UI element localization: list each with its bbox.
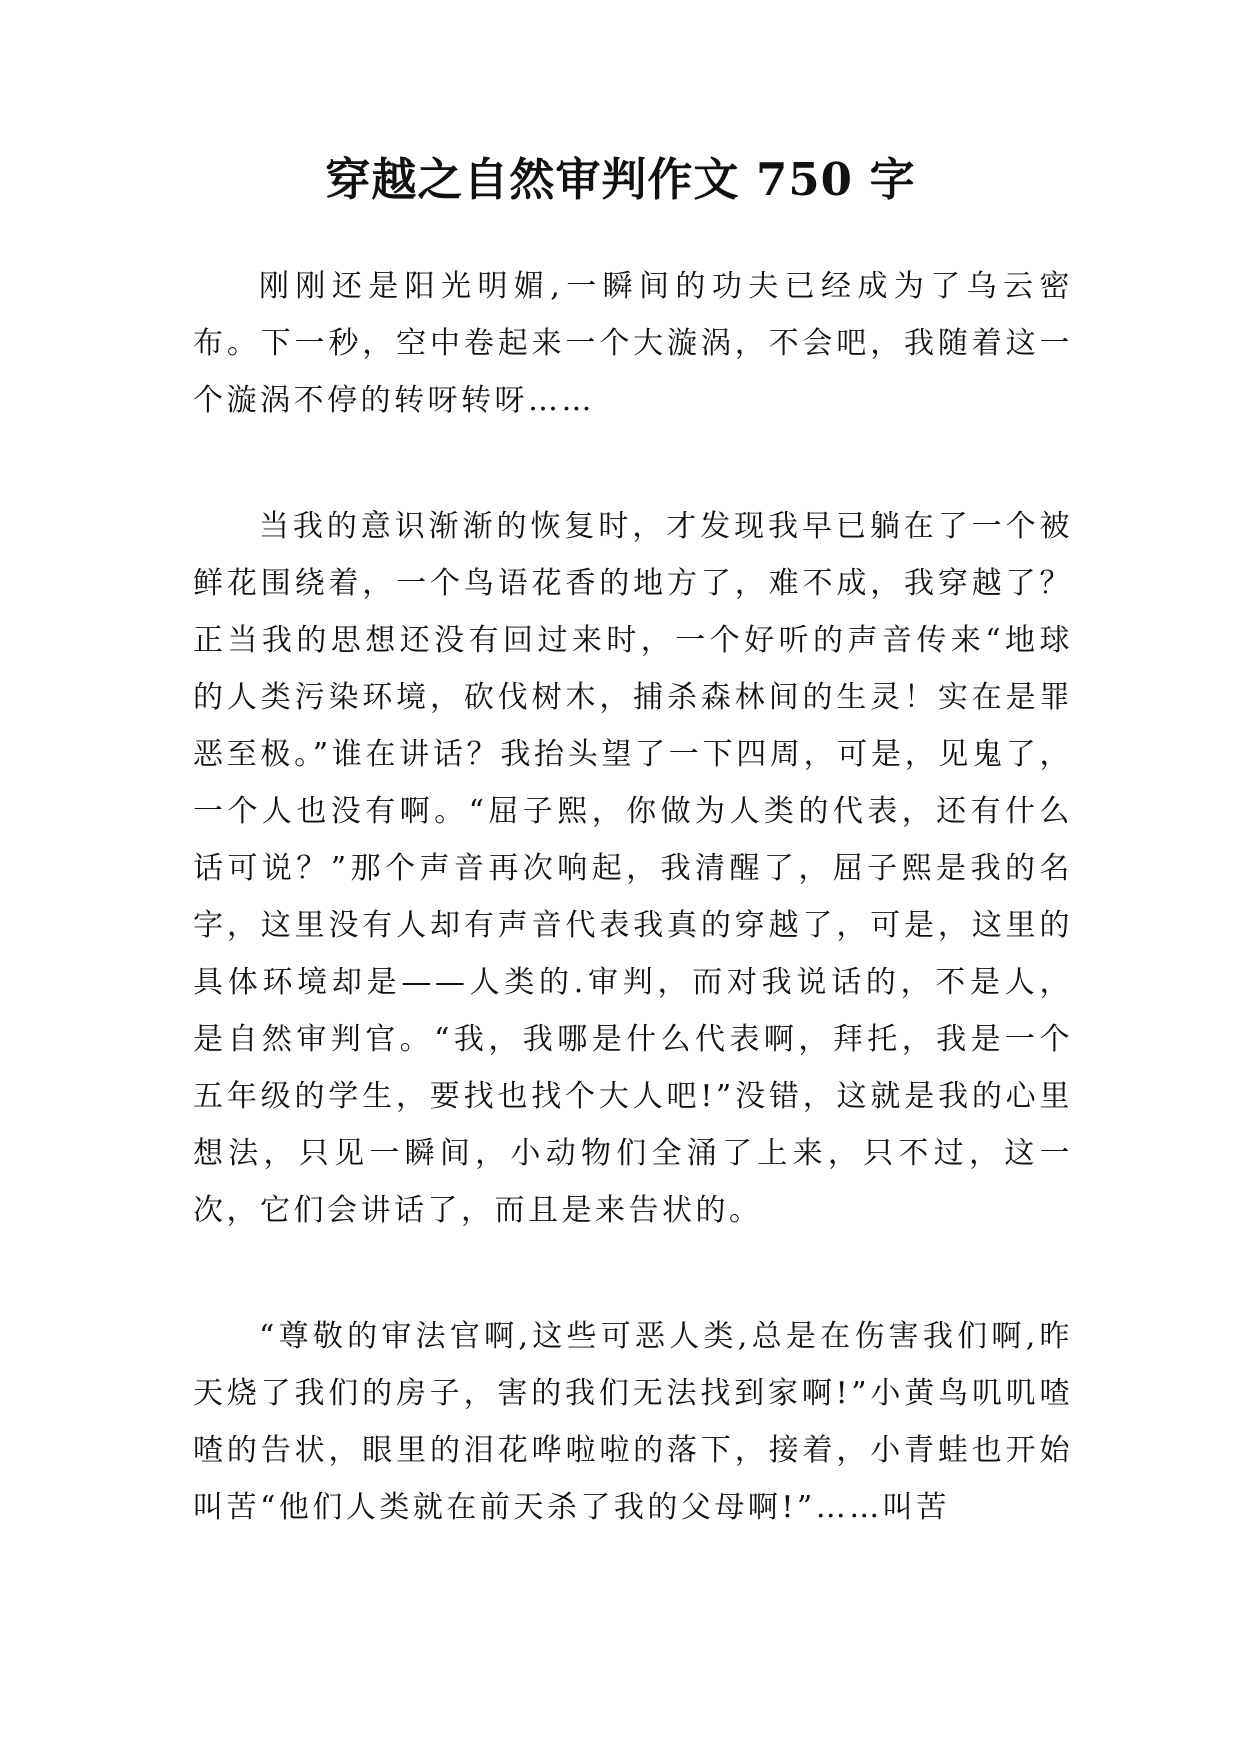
paragraph-2: 当我的意识渐渐的恢复时，才发现我早已躺在了一个被鲜花围绕着，一个鸟语花香的地方了，难不成，我穿越了？正当我的思想还没有回过来时，一个好听的声音传来“地球的人类污染环境，砍伐树木，捕杀森林间的生灵！实在是罪恶至极。”谁在讲话？我抬头望了一下四周，可是，见鬼了，一个人也没有啊。“屈子熙，你做为人类的代表，还有什么话可说？”那个声音再次响起，我清醒了，屈子熙是我的名字，这里没有人却有声音代表我真的穿越了，可是，这里的具体环境却是——人类的.审判，而对我说话的，不是人，是自然审判官。“我，我哪是什么代表啊，拜托，我是一个五年级的学生，要找也找个大人吧!”没错，这就是我的心里想法，只见一瞬间，小动物们全涌了上来，只不过，这一次，它们会讲话了，而且是来告状的。 — [193, 509, 1073, 1228]
paragraph-1: 刚刚还是阳光明媚,一瞬间的功夫已经成为了乌云密布。下一秒，空中卷起来一个大漩涡，不会吧，我随着这一个漩涡不停的转呀转呀…… — [193, 269, 1073, 418]
document-title: 穿越之自然审判作文 750 字 — [325, 153, 916, 206]
document-body — [193, 258, 1073, 1536]
paragraph-3: “尊敬的审法官啊,这些可恶人类,总是在伤害我们啊,昨天烧了我们的房子，害的我们无法找到家啊!”小黄鸟叽叽喳喳的告状，眼里的泪花哗啦啦的落下，接着，小青蛙也开始叫苦“他们人类就在前天杀了我的父母啊!”……叫苦 — [193, 1319, 1073, 1525]
